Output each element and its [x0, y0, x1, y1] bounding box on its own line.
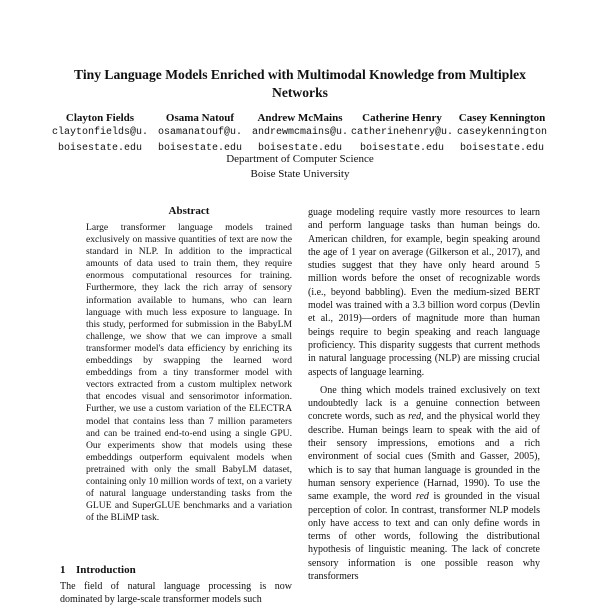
author-email: catherinehenry@u.	[350, 127, 454, 138]
abstract-section	[86, 204, 292, 524]
author-email-domain: boisestate.edu	[359, 143, 444, 154]
author-name: Clayton Fields	[65, 112, 135, 124]
author-email-domain: boisestate.edu	[57, 143, 142, 154]
affiliation	[100, 152, 500, 182]
text-run: , and the physical world they describe. Human beings learn to speak with the aid of their sensory impressions, emotions and a rich environment of social cues (Smith and Gasser, 2005), which is to say that human language is grounded in the human sensory experience (Harnad, 1990). To use the same example, the word	[308, 411, 541, 503]
author-block	[50, 111, 150, 157]
author-email-domain: boisestate.edu	[257, 143, 342, 154]
author-block	[152, 111, 248, 157]
author-name: Casey Kennington	[458, 112, 546, 124]
text-run: is grounded in the visual perception of color. In contrast, transformer NLP models only have access to text and can only define words in terms of other words, following the distributional hypothesis of linguistic meaning. The lack of concrete sensory information is one possible reason why transformers	[308, 491, 540, 583]
author-name: Andrew McMains	[257, 112, 343, 124]
section-title: Introduction	[76, 564, 136, 576]
author-email-domain: boisestate.edu	[459, 143, 544, 154]
paper-title: Tiny Language Models Enriched with Multimodal Knowledge from Multiplex Networks	[74, 67, 526, 100]
section-heading-introduction	[60, 563, 136, 577]
department: Department of Computer Science	[226, 153, 374, 165]
author-email: caseykennington	[456, 127, 547, 138]
author-email-domain: boisestate.edu	[157, 143, 242, 154]
emphasis: red	[408, 411, 422, 423]
author-name: Osama Natouf	[165, 112, 235, 124]
university: Boise State University	[250, 168, 350, 180]
author-block	[454, 111, 550, 157]
right-column	[308, 206, 540, 583]
author-email: osamanatouf@u.	[157, 127, 242, 138]
author-block	[350, 111, 454, 157]
abstract-text: Large transformer language models trained exclusively on massive quantities of text are now the standard in NLP. In addition to the impractical amounts of data used to train them, they require enormous computational resources for training. Furthermore, they lack the rich array of sensory information available to humans, who can learn language with much less exposure to language. In this study, performed for submission in the BabyLM challenge, we show that we can improve a small transformer model's data efficiency by enriching its embeddings by swapping the learned word embeddings from a tiny transformer model with vectors extracted from a custom multiplex network that encodes visual and sensorimotor information. Further, we use a custom variation of the ELECTRA model that contains less than 7 million parameters and can be trained end-to-end using a single GPU. Our experiments show that models using these embeddings outperform equivalent models when pretrained with only the small BabyLM dataset, containing only 10 million words of text, on a variety of natural language understanding tasks from the GLUE and SuperGLUE benchmarks and a variation of the BLiMP task.	[86, 222, 292, 524]
body-paragraph	[308, 384, 540, 583]
author-email: andrewmcmains@u.	[251, 127, 348, 138]
text-run: One thing which models trained exclusively on text undoubtedly lack is a genuine connection between concrete words, such as	[308, 384, 540, 423]
author-email: claytonfields@u.	[51, 127, 148, 138]
introduction-text: The field of natural language processing is now dominated by large-scale transformer models such	[60, 581, 292, 606]
author-name: Catherine Henry	[362, 112, 442, 124]
abstract-heading: Abstract	[168, 205, 210, 217]
author-block	[250, 111, 350, 157]
emphasis: red	[415, 491, 429, 503]
section-number: 1	[60, 564, 66, 576]
body-paragraph: guage modeling require vastly more resources to learn and perform language tasks than human beings do. American children, for example, begin speaking around the age of 1 year on average (Gilkerson et al., 2017), and studies suggest that they have only heard around 5 million words before the onset of recognizable words (i.e., beyond babbling). Even the medium-sized BERT model was trained with a 3.3 billion word corpus (Devlin et al., 2019)—orders of magnitude more than human beings require to begin speaking and reach language proficiency. This disparity suggests that current methods in natural language processing (NLP) are missing crucial aspects of language learning.	[308, 207, 540, 378]
